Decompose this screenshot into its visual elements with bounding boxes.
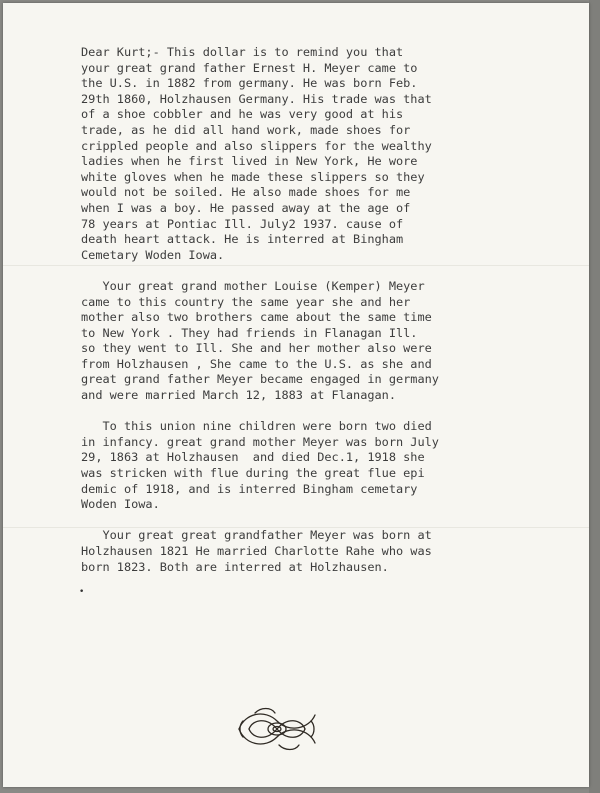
text-line: of a shoe cobbler and he was very good at his [81,107,404,122]
text-line: from Holzhausen , She came to the U.S. as she and [81,356,432,371]
text-line: your great grand father Ernest H. Meyer came to [81,60,418,75]
text-line: was stricken with flue during the great flue epi [81,466,425,481]
text-line: Cemetary Woden Iowa. [81,247,225,262]
text-line: the U.S. in 1882 from germany. He was born Feb. [81,76,418,91]
text-line: ladies when he first lived in New York, He wore [81,154,418,169]
text-line: 29, 1863 at Holzhausen and died Dec.1, 1918 she [81,450,425,465]
text-line: great grand father Meyer became engaged in germany [81,372,439,387]
text-line: Woden Iowa. [81,497,160,512]
paragraph-1 [81,45,551,263]
text-line: To this union nine children were born two died [81,419,432,434]
margin-mark: • [79,587,85,597]
text-line: death heart attack. He is interred at Bingham [81,232,404,247]
calligraphic-flourish-icon [235,703,319,755]
letter-page [3,3,589,787]
text-line: white gloves when he made these slippers so they [81,169,425,184]
text-line: so they went to Ill. She and her mother also were [81,341,432,356]
text-line: Your great great grandfather Meyer was born at [81,528,432,543]
text-line: Dear Kurt;- This dollar is to remind you that [81,45,404,59]
paragraph-spacer [81,263,551,279]
text-line: 29th 1860, Holzhausen Germany. His trade was that [81,91,432,106]
scan-background-edge [589,0,600,793]
paragraph-spacer [81,513,551,529]
paragraph-spacer [81,404,551,420]
text-line: and were married March 12, 1883 at Flanagan. [81,388,396,403]
text-line: came to this country the same year she and her [81,294,411,309]
text-line: mother also two brothers came about the same time [81,310,432,325]
paragraph-4 [81,528,551,575]
text-line: when I was a boy. He passed away at the age of [81,200,411,215]
paragraph-3 [81,419,551,513]
text-line: to New York . They had friends in Flanagan Ill. [81,325,418,340]
letter-body [81,45,551,575]
paragraph-2 [81,279,551,404]
text-line: would not be soiled. He also made shoes for me [81,185,411,200]
text-line: demic of 1918, and is interred Bingham cemetary [81,481,418,496]
text-line: 78 years at Pontiac Ill. July2 1937. cause of [81,216,404,231]
text-line: Your great grand mother Louise (Kemper) Meyer [81,278,425,293]
text-line: trade, as he did all hand work, made shoes for [81,122,411,137]
text-line: in infancy. great grand mother Meyer was born July [81,434,439,449]
text-line: Holzhausen 1821 He married Charlotte Rahe who was [81,544,432,558]
text-line: crippled people and also slippers for the wealthy [81,138,432,153]
text-line: born 1823. Both are interred at Holzhausen. [81,559,389,574]
